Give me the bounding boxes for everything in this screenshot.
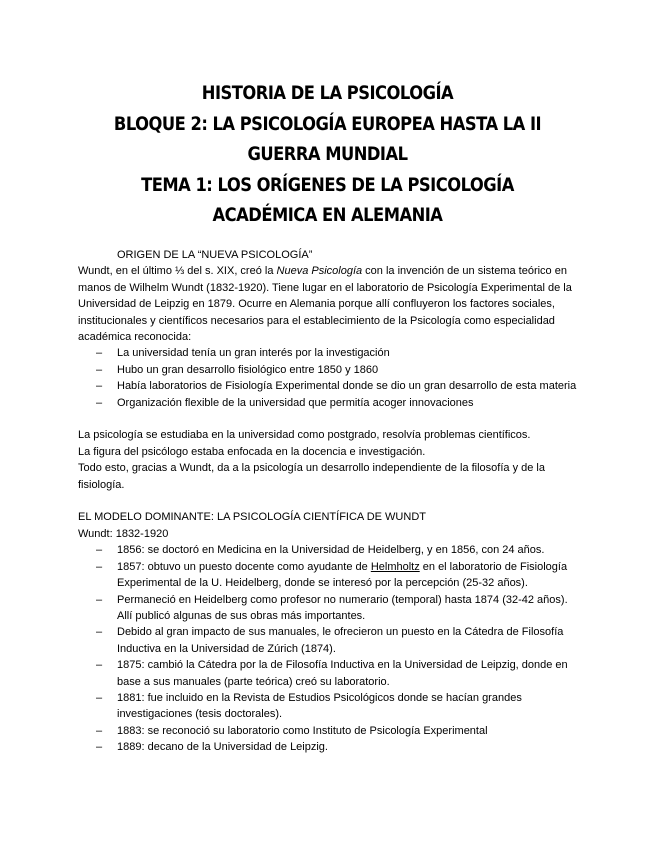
list-item: – Había laboratorios de Fisiología Experimental donde se dio un gran desarrollo de esta materia (78, 378, 580, 394)
list-item: – 1856: se doctoró en Medicina en la Universidad de Heidelberg, y en 1856, con 24 años. (78, 542, 580, 558)
list-item: – 1881: fue incluido en la Revista de Estudios Psicológicos donde se hacían grandes investigaciones (tesis doctorales). (78, 690, 580, 723)
intro-italic-term: Nueva Psicología (276, 265, 363, 278)
section2-subheading: Wundt: 1832-1920 (78, 527, 169, 540)
list-item (78, 559, 580, 592)
list-item: – Organización flexible de la universidad que permitía acoger innovaciones (78, 395, 580, 411)
block-heading: BLOQUE 2: LA PSICOLOGÍA EUROPEA HASTA LA II GUERRA MUNDIAL (113, 112, 542, 165)
spacer (78, 411, 580, 427)
document-title: HISTORIA DE LA PSICOLOGÍA (201, 82, 454, 104)
bullet-text-a: 1857: obtuvo un puesto docente como ayudante de (117, 560, 371, 573)
list-item: – Debido al gran impacto de sus manuales, le ofrecieron un puesto en la Cátedra de Filosofía Inductiva en la Universidad de Zúrich (1874). (78, 624, 580, 657)
spacer (78, 493, 580, 509)
list-item: – 1889: decano de la Universidad de Leipzig. (78, 739, 580, 755)
helmholtz-link[interactable]: Helmholtz (370, 560, 420, 573)
intro-text-b: con la invención de un sistema teórico en manos de Wilhelm Wundt (1832-1920). Tiene lugar en el laboratorio de Psicología Experimental de la Universidad de Leipzig en 1879. Ocurre en Alemania porque allí confluyeron los factores sociales, institucionales y científicos necesarios para el establecimiento de la Psicología como especialidad académica reconocida: (78, 265, 572, 344)
document-headings (97, 78, 557, 231)
section2-heading: EL MODELO DOMINANTE: LA PSICOLOGÍA CIENTÍFICA DE WUNDT (78, 511, 426, 524)
section1-intro (78, 263, 580, 345)
section1-paragraph: La psicología se estudiaba en la universidad como postgrado, resolvía problemas científicos. (78, 429, 531, 442)
section2-bullet-list (78, 542, 580, 755)
section1-bullet-list (78, 345, 580, 411)
bullet-text-b: en el laboratorio de Fisiología Experimental de la U. Heidelberg, donde se interesó por la percepción (25-32 años). (117, 560, 568, 590)
list-item: – La universidad tenía un gran interés por la investigación (78, 345, 580, 361)
intro-text-a: Wundt, en el último ⅓ del s. XIX, creó la (78, 265, 277, 278)
section1-heading: ORIGEN DE LA “NUEVA PSICOLOGÍA” (117, 249, 313, 261)
list-item: – 1875: cambió la Cátedra por la de Filosofía Inductiva en la Universidad de Leipzig, donde en base a sus manuales (parte teórica) creó su laboratorio. (78, 657, 580, 690)
list-item: – Permaneció en Heidelberg como profesor no numerario (temporal) hasta 1874 (32-42 años). Allí publicó algunas de sus obras más importantes. (78, 592, 580, 625)
section1-paragraph: Todo esto, gracias a Wundt, da a la psicología un desarrollo independiente de la filosofía y de la fisiología. (78, 462, 545, 491)
list-item: – Hubo un gran desarrollo fisiológico entre 1850 y 1860 (78, 362, 580, 378)
document-body (78, 247, 580, 756)
list-item: – 1883: se reconoció su laboratorio como Instituto de Psicología Experimental (78, 723, 580, 739)
topic-heading: TEMA 1: LOS ORÍGENES DE LA PSICOLOGÍA ACADÉMICA EN ALEMANIA (141, 173, 514, 226)
section1-paragraph: La figura del psicólogo estaba enfocada en la docencia e investigación. (78, 445, 426, 458)
